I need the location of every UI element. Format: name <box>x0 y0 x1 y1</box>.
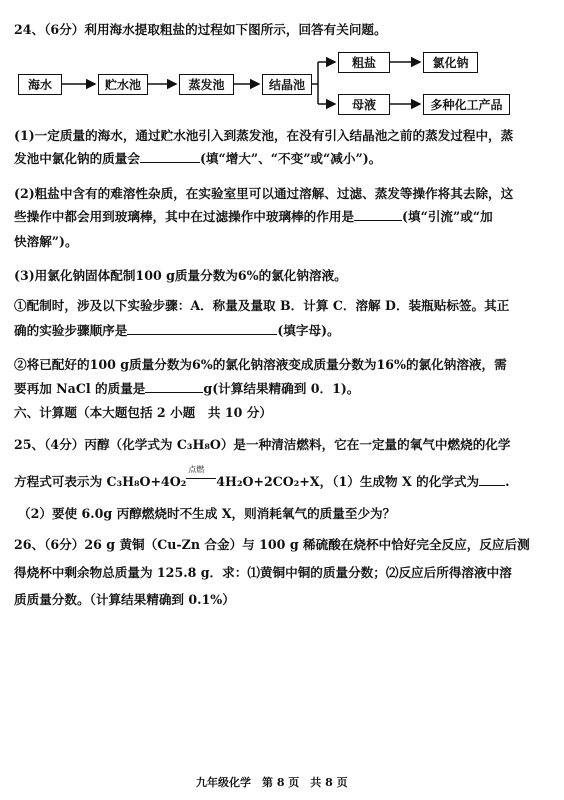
q26-line1: 26、（6分）26 g 黄铜（Cu-Zn 合金）与 100 g 稀硫酸在烧杯中恰好完全反应，反应后测 <box>14 537 530 552</box>
q25-equation-left: 方程式可表示为 C₃H₈O+4O₂ <box>14 474 187 489</box>
q24-part3a-line1: ①配制时，涉及以下实验步骤：A．称量及量取 B．计算 C．溶解 D．装瓶贴标签。其正 <box>14 298 510 313</box>
box-evaporation-pool: 蒸发池 <box>179 74 234 95</box>
q24-part1-text-b: (填“增大”、“不变”或“减小”)。 <box>199 151 382 166</box>
q24-part1-line1: (1)一定质量的海水，通过贮水池引入到蒸发池，在没有引入结晶池之前的蒸发过程中，蒸 <box>14 128 514 143</box>
answer-blank-2[interactable] <box>354 220 402 221</box>
q26-line3: 质质量分数。（计算结果精确到 0.1%） <box>14 592 235 607</box>
answer-blank-3[interactable] <box>127 334 277 335</box>
box-crystallization-pool: 结晶池 <box>262 74 312 95</box>
answer-blank-1[interactable] <box>140 162 200 163</box>
reaction-condition: 点燃 <box>188 465 205 474</box>
q24-part2-line3: 快溶解”)。 <box>14 234 78 249</box>
q24-part3b-line1: ②将已配好的100 g质量分数为6%的氯化钠溶液变成质量分数为16%的氯化钠溶液，需 <box>14 357 507 372</box>
answer-blank-5[interactable] <box>479 485 505 486</box>
q25-line2-end: . <box>505 474 510 489</box>
box-seawater: 海水 <box>18 74 62 95</box>
box-mother-liquor: 母液 <box>338 94 390 115</box>
q25-line3: （2）要使 6.0g 丙醇燃烧时不生成 X，则消耗氧气的质量至少为？ <box>18 506 396 521</box>
q24-part2-text-b: (填“引流”或“加 <box>402 209 493 224</box>
box-storage-pool: 贮水池 <box>98 74 148 95</box>
q25-line2 <box>14 465 510 490</box>
q24-part2-line1: (2)粗盐中含有的难溶性杂质，在实验室里可以通过溶解、过滤、蒸发等操作将其去除，这 <box>14 186 514 201</box>
page-footer: 九年级化学 第 8 页 共 8 页 <box>196 776 348 789</box>
q25-line1: 25、（4分）丙醇（化学式为 C₃H₈O）是一种清洁燃料，它在一定量的氧气中燃烧的化学 <box>14 437 511 452</box>
answer-blank-4[interactable] <box>145 392 203 393</box>
q24-part2-line2 <box>14 209 493 225</box>
box-nacl: 氯化钠 <box>423 52 478 73</box>
q24-part3-line1: (3)用氯化钠固体配制100 g质量分数为6%的氯化钠溶液。 <box>14 268 347 283</box>
q25-equation-right: 4H₂O+2CO₂+X，（1）生成物 X 的化学式为 <box>216 474 480 489</box>
q24-part2-text-a: 些操作中都会用到玻璃棒，其中在过滤操作中玻璃棒的作用是 <box>14 209 355 224</box>
q24-part3a-text-b: (填字母)。 <box>277 323 340 338</box>
q24-part3a-text-a: 确的实验步骤顺序是 <box>14 323 128 338</box>
flow-connectors <box>0 0 564 140</box>
box-crude-salt: 粗盐 <box>338 52 390 73</box>
q24-part3a-line2 <box>14 323 340 339</box>
q24-part3b-text-b: g(计算结果精确到 0．1)。 <box>203 381 360 396</box>
q24-part1-line2 <box>14 151 381 167</box>
q26-line2: 得烧杯中剩余物总质量为 125.8 g．求：⑴黄铜中铜的质量分数；⑵反应后所得溶液中溶 <box>14 565 512 580</box>
q24-part1-text-a: 发池中氯化钠的质量会 <box>14 151 140 166</box>
q24-part3b-line2 <box>14 381 359 397</box>
reaction-arrow <box>186 465 216 486</box>
q24-title: 24、（6分）利用海水提取粗盐的过程如下图所示，回答有关问题。 <box>14 22 387 37</box>
box-chemical-products: 多种化工产品 <box>423 94 510 115</box>
q24-part3b-text-a: 要再加 NaCl 的质量是 <box>14 381 146 396</box>
section-heading: 六、计算题（本大题包括 2 小题 共 10 分） <box>14 405 272 420</box>
